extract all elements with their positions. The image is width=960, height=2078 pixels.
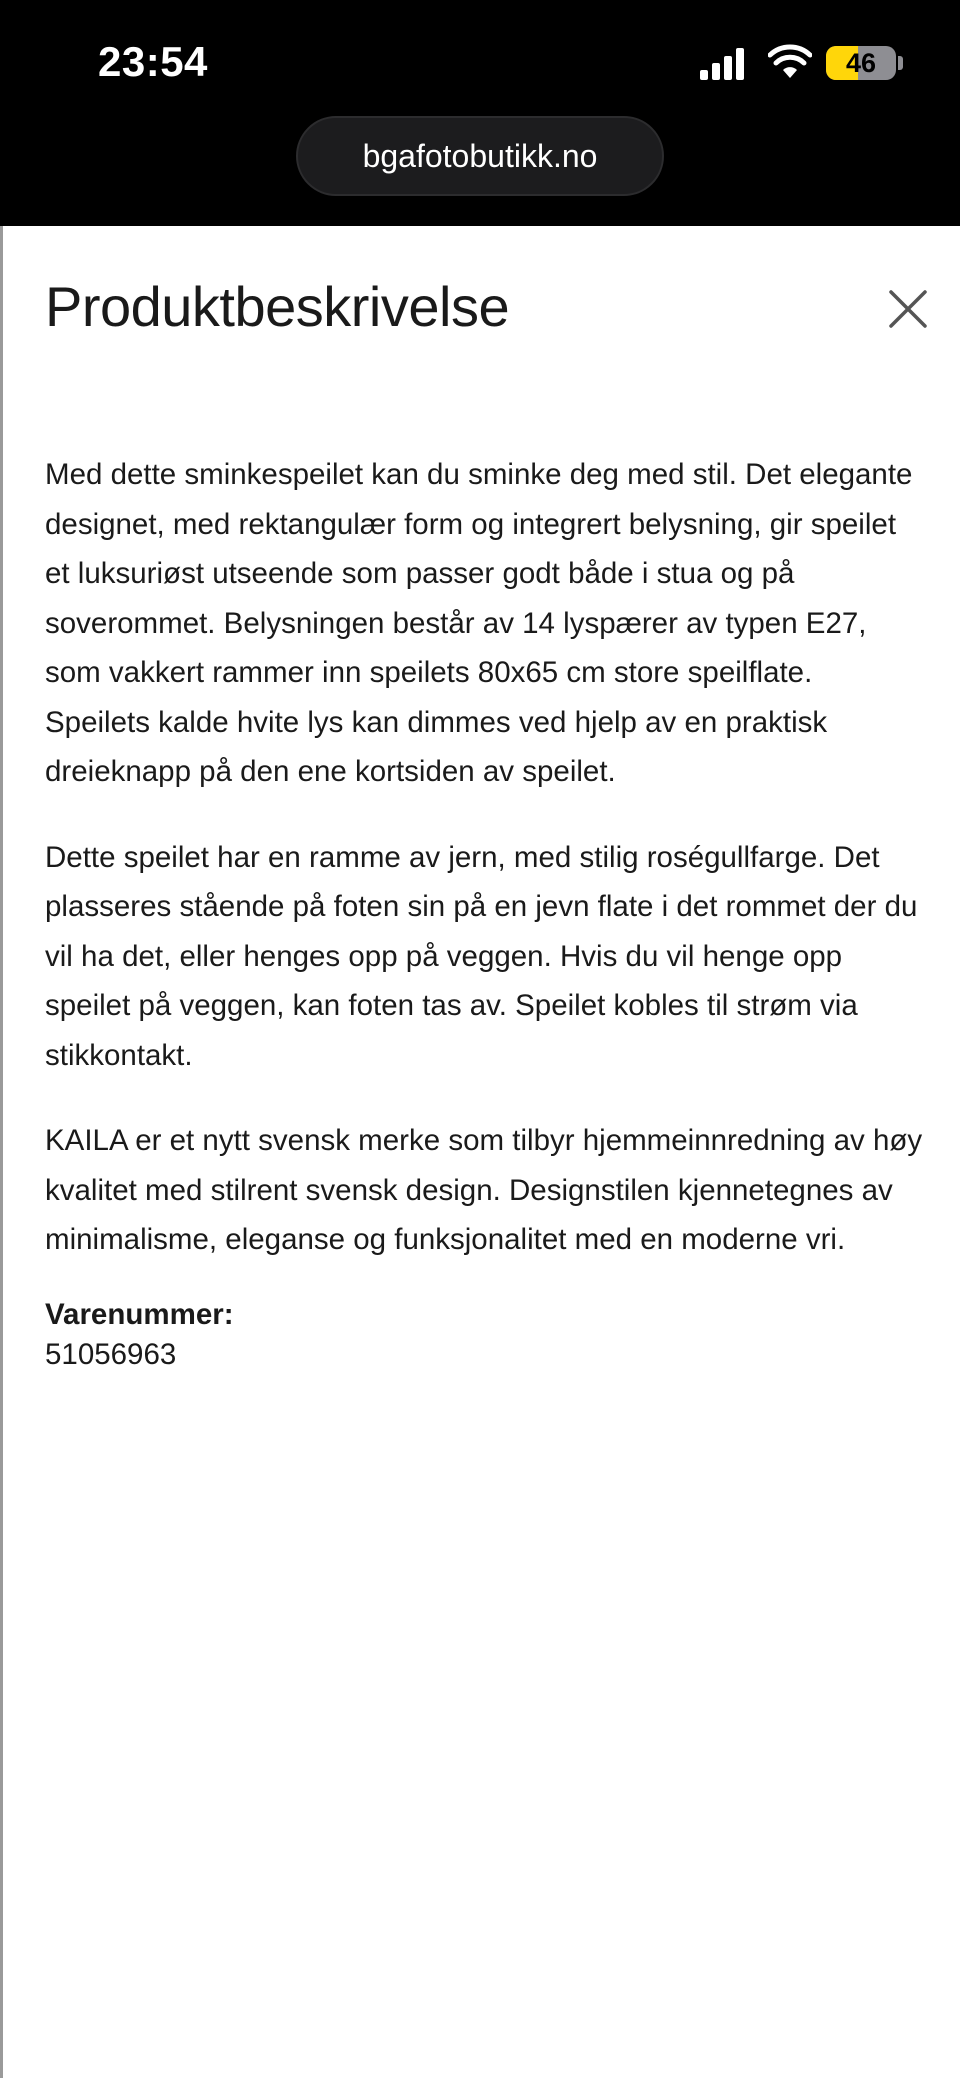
item-number-label: Varenummer: <box>45 1297 234 1331</box>
battery-level: 46 <box>845 48 877 78</box>
battery-tip <box>898 56 903 70</box>
url-bar[interactable]: bgafotobutikk.no <box>296 116 664 196</box>
description-paragraph: Med dette sminkespeilet kan du sminke deg med stil. Det elegante designet, med rektangulær form og integrert belysning, gir speilet et luksuriøst utseende som passer godt både i stua og på soverommet. Belysningen består av 14 lyspærer av typen E27, som vakkert rammer inn speilets 80x65 cm store speilflate. Speilets kalde hvite lys kan dimmes ved hjelp av en praktisk dreieknapp på den ene kortsiden av speilet. <box>45 458 913 788</box>
description-paragraph: Dette speilet har en ramme av jern, med stilig roségullfarge. Det plasseres stående på foten sin på en jevn flate i det rommet der du vil ha det, eller henges opp på veggen. Hvis du vil henge opp speilet på veggen, kan foten tas av. Speilet kobles til strøm via stikkontakt. <box>45 840 918 1072</box>
close-icon[interactable] <box>885 286 931 332</box>
battery-icon <box>826 46 896 80</box>
description-paragraph: KAILA er et nytt svensk merke som tilbyr hjemmeinnredning av høy kvalitet med stilrent svensk design. Designstilen kjennetegnes av minimalisme, eleganse og funksjonalitet med en moderne vri. <box>45 1124 923 1256</box>
wifi-icon <box>768 44 812 80</box>
status-bar <box>0 0 960 226</box>
description-content <box>45 450 925 1375</box>
status-time: 23:54 <box>98 38 208 85</box>
sheet-title: Produktbeskrivelse <box>45 275 510 338</box>
product-description-sheet <box>0 226 960 2078</box>
item-number-value: 51056963 <box>45 1337 177 1371</box>
cellular-signal-icon <box>700 48 748 80</box>
